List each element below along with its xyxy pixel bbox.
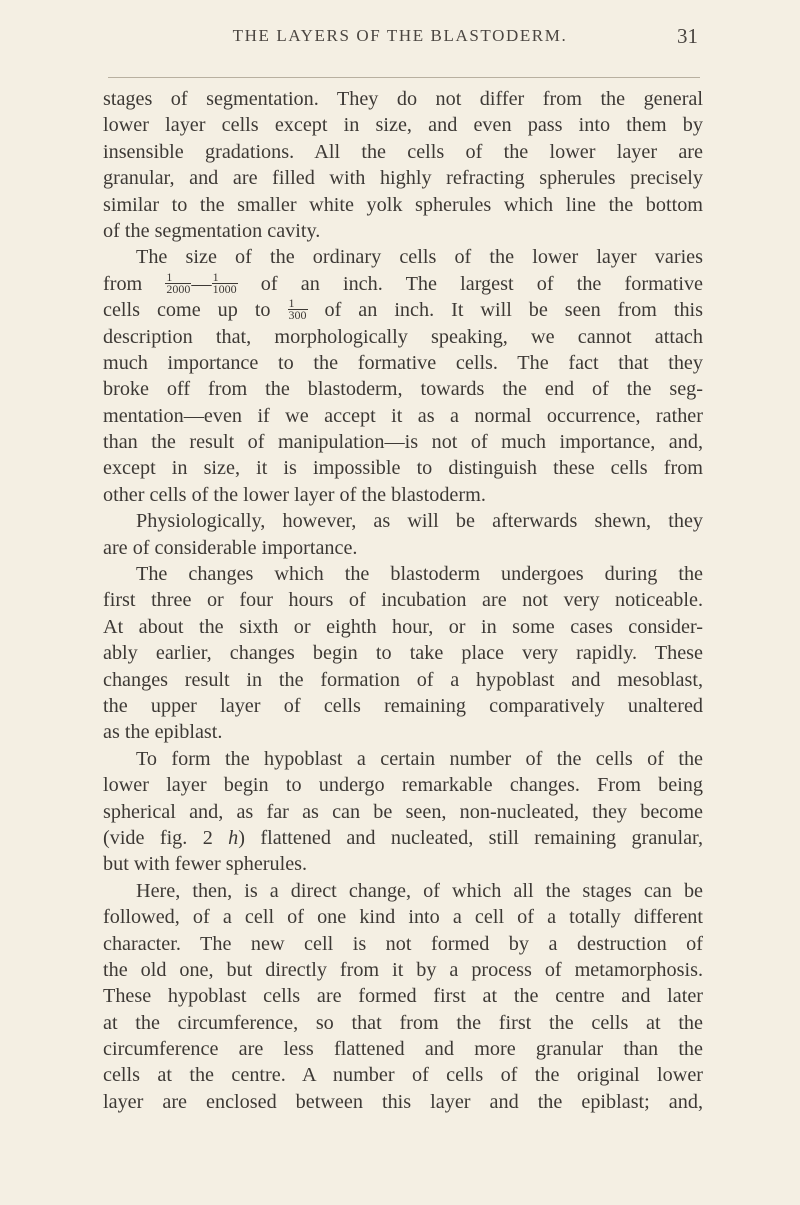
fraction-1-1000 (212, 269, 238, 296)
text-fragment: of an inch. It will be seen from this (324, 299, 704, 322)
text-line: Here, then, is a direct change, of which all the stages can be (136, 879, 703, 902)
figure-reference: h (228, 826, 239, 849)
text-line: than the result of manipulation—is not of much importance, and, (103, 431, 703, 454)
text-line: The changes which the blastoderm undergoes during the (136, 563, 703, 586)
text-line: To form the hypoblast a certain number of the cells of the (136, 747, 703, 770)
text-line: much importance to the formative cells. The fact that they (103, 351, 703, 374)
text-line: stages of segmentation. They do not differ from the general (103, 88, 703, 110)
fraction-denominator: 300 (288, 308, 307, 323)
text-line: the upper layer of cells remaining comparatively unaltered (103, 694, 703, 717)
text-line: character. The new cell is not formed by a destruction of (103, 932, 703, 955)
fraction-denominator: 2000 (166, 281, 191, 296)
text-fragment: from (103, 272, 143, 295)
text-line: are of considerable importance. (103, 536, 358, 559)
fraction-numerator: 1 (212, 272, 238, 284)
text-line: broke off from the blastoderm, towards the end of the seg- (103, 378, 703, 401)
text-line: Physiologically, however, as will be afterwards shewn, they (136, 510, 703, 533)
text-fragment: cells come up to (103, 299, 271, 322)
text-line: lower layer begin to undergo remarkable changes. From being (103, 774, 703, 797)
fraction-1-2000 (165, 269, 191, 296)
text-line: of the segmentation cavity. (103, 219, 321, 242)
text-line: At about the sixth or eighth hour, or in some cases consider- (103, 615, 703, 638)
fraction-denominator: 1000 (212, 281, 237, 296)
text-line: as the epiblast. (103, 721, 223, 744)
text-line-with-fraction (103, 297, 703, 323)
text-fragment: (vide fig. 2 (103, 826, 213, 849)
text-line: other cells of the lower layer of the blastoderm. (103, 483, 486, 506)
text-line: at the circumference, so that from the first the cells at the (103, 1011, 703, 1034)
text-fragment: ) flattened and nucleated, still remaining granular, (238, 826, 703, 849)
text-line: granular, and are filled with highly refracting spherules precisely (103, 167, 703, 190)
text-line: description that, morphologically speaking, we cannot attach (103, 325, 703, 348)
text-line: mentation—even if we accept it as a normal occurrence, rather (103, 404, 703, 427)
text-line: the old one, but directly from it by a process of metamorphosis. (103, 958, 703, 981)
text-line-with-italic (103, 825, 703, 851)
text-line: lower layer cells except in size, and even pass into them by (103, 114, 703, 137)
fraction-1-300 (288, 298, 308, 321)
text-line: insensible gradations. All the cells of the lower layer are (103, 140, 703, 163)
text-line: spherical and, as far as can be seen, non-nucleated, they become (103, 800, 703, 823)
text-fragment: of an inch. The largest of the formative (260, 272, 704, 295)
text-line: but with fewer spherules. (103, 853, 308, 876)
header-rule (108, 77, 700, 78)
text-line: cells at the centre. A number of cells of the original lower (103, 1064, 703, 1087)
text-line: first three or four hours of incubation are not very noticeable. (103, 589, 703, 612)
text-line: changes result in the formation of a hypoblast and mesoblast, (103, 668, 703, 691)
text-line: layer are enclosed between this layer and the epiblast; and, (103, 1090, 703, 1113)
running-header (100, 26, 700, 56)
text-line-with-fractions (103, 271, 703, 297)
text-line: These hypoblast cells are formed first at the centre and later (103, 985, 703, 1008)
text-line: followed, of a cell of one kind into a cell of a totally different (103, 906, 703, 929)
running-head-title: THE LAYERS OF THE BLASTODERM. (232, 26, 568, 45)
text-line: ably earlier, changes begin to take place very rapidly. These (103, 642, 703, 665)
text-line: except in size, it is impossible to distinguish these cells from (103, 457, 703, 480)
text-line: similar to the smaller white yolk spherules which line the bottom (103, 193, 703, 216)
fraction-numerator: 1 (288, 298, 308, 310)
body-text (103, 86, 703, 1115)
page-number: 31 (677, 24, 698, 48)
dash: — (191, 272, 212, 295)
text-line: circumference are less flattened and more granular than the (103, 1038, 703, 1061)
text-line: The size of the ordinary cells of the lower layer varies (136, 246, 703, 269)
fraction-numerator: 1 (165, 272, 191, 284)
